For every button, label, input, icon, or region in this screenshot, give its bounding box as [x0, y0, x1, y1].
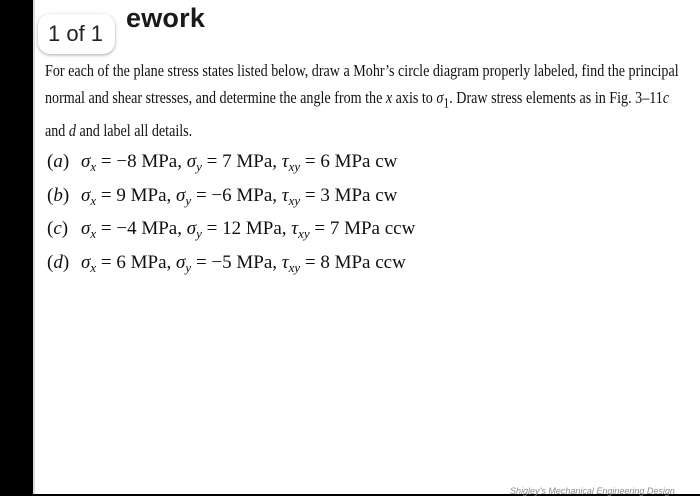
- tau-xy-symbol: τ: [281, 184, 289, 206]
- stress-cases-list: [47, 148, 415, 282]
- question-part1: For each of the plane stress states listed below, draw a Mohr’s circle diagram properly labeled, find the principal normal and shear stresses, and determine the angle from the: [45, 61, 679, 107]
- sigma-y-symbol: σ: [176, 184, 186, 206]
- equals-sign: =: [96, 151, 117, 172]
- question-text: [45, 57, 693, 144]
- tau-xy-subscript: xy: [298, 226, 310, 241]
- stress-case-row: [47, 215, 415, 249]
- sigma-x-symbol: σ: [81, 251, 91, 273]
- tau-xy-value: 3 MPa cw: [320, 184, 398, 206]
- sigma-y-subscript: y: [196, 226, 202, 241]
- sigma1-symbol: σ: [436, 88, 444, 107]
- page-counter: [38, 14, 115, 54]
- fig-part-c: c: [662, 88, 670, 107]
- sigma-y-value: −6 MPa: [211, 184, 273, 206]
- heading-fragment: ework: [126, 3, 206, 33]
- equals-sign: =: [191, 251, 212, 273]
- stress-case-row: [47, 249, 415, 283]
- case-label: (c): [47, 218, 69, 239]
- separator: ,: [177, 218, 187, 239]
- separator: ,: [281, 218, 292, 239]
- sigma-y-subscript: y: [185, 259, 192, 275]
- sigma-x-symbol: σ: [81, 184, 91, 206]
- tau-xy-symbol: τ: [281, 251, 289, 273]
- sigma-x-subscript: x: [90, 159, 97, 174]
- equals-sign: =: [300, 184, 321, 206]
- sigma-y-value: −5 MPa: [211, 251, 273, 273]
- tau-xy-symbol: τ: [291, 218, 299, 239]
- sigma-y-subscript: y: [196, 159, 202, 174]
- sigma-y-subscript: y: [185, 192, 192, 208]
- separator: ,: [177, 151, 187, 172]
- sigma-x-value: −4 MPa: [116, 218, 178, 239]
- equals-sign: =: [309, 218, 330, 239]
- tau-xy-symbol: τ: [281, 151, 289, 172]
- page-counter-label: 1 of 1: [48, 21, 104, 46]
- equals-sign: =: [96, 251, 117, 273]
- sigma-x-symbol: σ: [81, 151, 91, 172]
- footer-source: Shigley’s Mechanical Engineering Design: [510, 486, 675, 496]
- question-and: and: [45, 121, 69, 141]
- tau-xy-value: 7 MPa ccw: [329, 218, 416, 239]
- tau-xy-subscript: xy: [288, 159, 301, 174]
- separator: ,: [272, 184, 282, 206]
- sigma-x-value: −8 MPa: [116, 151, 178, 172]
- sigma-y-symbol: σ: [176, 251, 186, 273]
- sigma-x-value: 6 MPa: [116, 251, 167, 273]
- sigma-y-symbol: σ: [186, 218, 197, 239]
- separator: ,: [166, 251, 177, 273]
- equals-sign: =: [191, 184, 212, 206]
- x-axis-symbol: x: [385, 88, 393, 107]
- page-edge: [33, 0, 35, 494]
- fig-part-d: d: [68, 121, 76, 141]
- sigma1-subscript: 1: [443, 95, 450, 112]
- case-label: (a): [47, 151, 70, 172]
- stress-case-row: [47, 182, 415, 216]
- equals-sign: =: [201, 218, 223, 239]
- equals-sign: =: [96, 184, 117, 206]
- sigma-x-subscript: x: [90, 226, 97, 241]
- separator: ,: [272, 151, 282, 172]
- sigma-x-subscript: x: [90, 192, 97, 208]
- equals-sign: =: [96, 218, 117, 239]
- sigma-x-subscript: x: [90, 259, 97, 275]
- sigma-y-symbol: σ: [186, 151, 197, 172]
- tau-xy-subscript: xy: [288, 259, 301, 275]
- tau-xy-subscript: xy: [288, 192, 301, 208]
- question-part4: and label all details.: [75, 121, 193, 141]
- sigma-y-value: 12 MPa: [222, 218, 282, 239]
- sigma-x-value: 9 MPa: [116, 184, 167, 206]
- sigma-y-value: 7 MPa: [222, 151, 273, 172]
- equals-sign: =: [300, 251, 321, 273]
- case-label: (d): [47, 251, 70, 273]
- stress-case-row: [47, 148, 415, 182]
- equals-sign: =: [201, 151, 223, 172]
- tau-xy-value: 6 MPa cw: [320, 151, 398, 172]
- separator: ,: [272, 251, 282, 273]
- equals-sign: =: [300, 151, 321, 172]
- sigma-x-symbol: σ: [81, 218, 91, 239]
- case-label: (b): [47, 184, 70, 206]
- question-part2: axis to: [392, 88, 437, 107]
- question-part3: . Draw stress elements as in Fig. 3–11: [449, 88, 663, 107]
- separator: ,: [166, 184, 177, 206]
- tau-xy-value: 8 MPa ccw: [320, 251, 406, 273]
